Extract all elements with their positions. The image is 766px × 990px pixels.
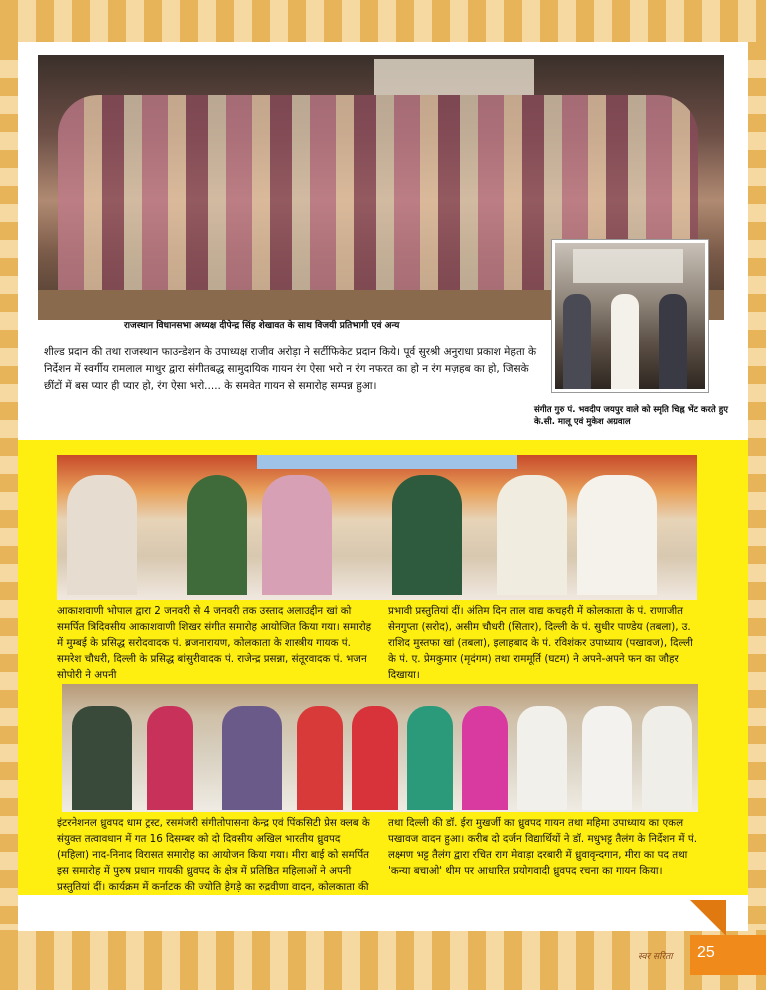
page-corner-fold: [690, 900, 726, 936]
inset-figure: [611, 294, 639, 389]
decorative-border-right: [748, 42, 766, 930]
magazine-name: स्वर सरिता: [638, 952, 673, 962]
performer-figure: [147, 706, 193, 810]
musician-figure: [577, 475, 657, 595]
performer-figure: [352, 706, 398, 810]
performer-figure: [642, 706, 692, 810]
stage-banner: [374, 59, 534, 95]
performer-figure: [517, 706, 567, 810]
inset-photo: [552, 240, 708, 392]
article-col-1: आकाशवाणी भोपाल द्वारा 2 जनवरी से 4 जनवरी तक उस्ताद अलाउद्दीन खां को समर्पित त्रिदिवसीय आकाशवाणी शिखर संगीत समारोह आयोजित किया गया। समारोह में मुम्बई के प्रसिद्ध सरोदवादक पं. ब्रजनारायण, कोलकाता के शास्त्रीय गायक पं. समरेश चौधरी, दिल्ली के प्रसिद्ध बांसुरीवादक पं. राजेन्द्र प्रसन्ना, संतूरवादक पं. भजन सोपोरी ने अपनी: [57, 605, 372, 681]
concert-banner: [257, 455, 517, 469]
inset-figure: [659, 294, 687, 389]
musician-figure: [392, 475, 462, 595]
performer-figure: [582, 706, 632, 810]
musician-figure: [497, 475, 567, 595]
performer-figure: [72, 706, 132, 810]
article-col-3: इंटरनेशनल ध्रुवपद धाम ट्रस्ट, रसमंजरी संगीतोपासना केन्द्र एवं पिंकसिटी प्रेस क्लब के संयुक्त तत्वावधान में गत 16 दिसम्बर को दो दिवसीय अखिल भारतीय ध्रुवपद (महिला) नाद-निनाद विरासत समारोह का आयोजन किया गया। मीरा बाई को समर्पित इस समारोह में पुरुष प्रधान गायकी ध्रुवपद के क्षेत्र में प्रतिष्ठित महिलाओं ने अपनी प्रस्तुतियां दीं। कार्यक्रम में कर्नाटक की ज्योति हेगड़े का रुद्रवीणा वादन, कोलकाता की: [57, 817, 370, 893]
decorative-border-left: [0, 42, 18, 930]
concert-photo-2: [62, 684, 698, 812]
inset-figure: [563, 294, 591, 389]
performer-figure: [222, 706, 282, 810]
performer-figure: [297, 706, 343, 810]
musician-figure: [67, 475, 137, 595]
article-col-2: प्रभावी प्रस्तुतियां दीं। अंतिम दिन ताल वाद्य कचहरी में कोलकाता के पं. राणाजीत सेनगुप्ता (सरोद), असीम चौधरी (सितार), दिल्ली के पं. सुधीर पाण्डेय (तबला), उ. राशिद मुस्तफा खां (तबला), इलाहबाद के पं. रविशंकर उपाध्याय (पखावज), दिल्ली के पं. ए. प्रेमकुमार (मृदंगम) तथा राममूर्ति (घटम) ने अपने-अपने फन का जौहर दिखाया।: [388, 605, 693, 681]
performer-figure: [407, 706, 453, 810]
musician-figure: [262, 475, 332, 595]
footer-white-strip: [18, 895, 748, 931]
inset-photo-caption: संगीत गुरु पं. भवदीप जयपुर वाले को स्मृति चिह्न भेंट करते हुए के.सी. मालू एवं मुकेश अग्रवाल: [534, 405, 728, 427]
inset-banner: [573, 249, 683, 283]
concert-photo-1: [57, 455, 697, 600]
award-photo-caption: राजस्थान विधानसभा अध्यक्ष दीपेन्द्र सिंह शेखावत के साथ विजयी प्रतिभागी एवं अन्य: [124, 321, 400, 331]
musician-figure: [187, 475, 247, 595]
performer-figure: [462, 706, 508, 810]
top-paragraph: शील्ड प्रदान की तथा राजस्थान फाउन्डेशन के उपाध्यक्ष राजीव अरोड़ा ने सर्टीफिकेट प्रदान किये। पूर्व सुरश्री अनुराधा प्रकाश मेहता के निर्देशन में स्वर्गीय रामलाल माथुर द्वारा संगीतबद्ध सामुदायिक गायन रंग ऐसा भरो न रंग नफरत का हो न रंग मज़हब का हो, जिसके छींटों में बस प्यार ही प्यार हो, रंग ऐसा भरो..... के समवेत गायन से समारोह सम्पन्न हुआ।: [44, 346, 537, 392]
page-number: 25: [697, 944, 715, 961]
decorative-border-top: [0, 0, 766, 42]
article-col-4: तथा दिल्ली की डॉ. ईरा मुखर्जी का ध्रुवपद गायन तथा महिमा उपाध्याय का एकल पखावज वादन हुआ। करीब दो दर्जन विद्यार्थियों ने डॉ. मधुभट्ट तैलंग के निर्देशन में पं. लक्ष्मण भट्ट तैलंग द्वारा रचित राग मेवाड़ा दरबारी में ध्रुवावृन्दगान, मीरा का पद तथा 'कन्या बचाओ' थीम पर आधारित प्रयोगवादी ध्रुवपद रचना का गायन किया।: [388, 817, 697, 877]
